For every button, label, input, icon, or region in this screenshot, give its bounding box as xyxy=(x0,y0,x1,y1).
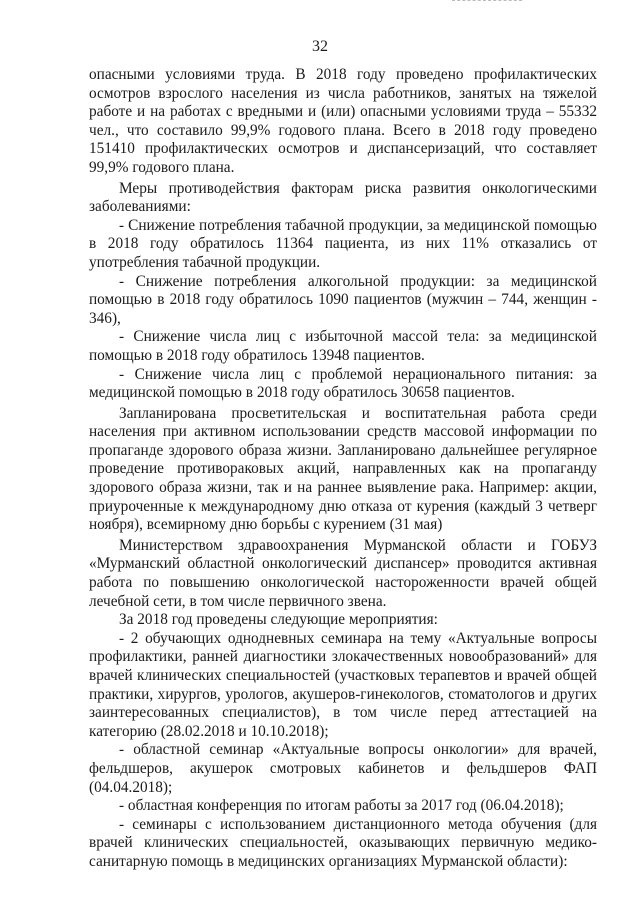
paragraph-regional-seminar: - областной семинар «Актуальные вопросы онкологии» для врачей, фельдшеров, акушерок смотровых кабинетов и фельдшеров ФАП (04.04.2018); xyxy=(89,741,597,796)
paragraph-overweight: - Снижение числа лиц с избыточной массой тела: за медицинской помощью в 2018 году обратилось 13948 пациентов. xyxy=(89,328,597,364)
paragraph-awareness-work: Запланирована просветительская и воспитательная работа среди населения при активном использовании средств массовой информации по пропаганде здорового образа жизни. Запланировано дальнейшее регулярное проведение противораковых акций, направленных как на пропаганду здорового образа жизни, так и на раннее выявление рака. Например: акции, приуроченные к международному дню отказа от курения (каждый 3 четверг ноября), всемирному дню борьбы с курением (31 мая) xyxy=(89,404,597,534)
scan-edge-mark xyxy=(452,0,522,3)
paragraph-risk-factors-intro: Меры противодействия факторам риска развития онкологическими заболеваниями: xyxy=(89,179,597,216)
paragraph-seminars: - 2 обучающих однодневных семинара на тему «Актуальные вопросы профилактики, ранней диагностики злокачественных новообразований» для врачей клинических специальностей (участковых терапевтов и врачей общей практики, хирургов, урологов, акушеров-гинекологов, стоматологов и других заинтересованных специалистов), в том числе перед аттестацией на категорию (28.02.2018 и 10.10.2018); xyxy=(89,629,597,740)
paragraph-alcohol: - Снижение потребления алкогольной продукции: за медицинской помощью в 2018 году обратилось 1090 пациентов (мужчин – 744, женщин - 346), xyxy=(89,272,597,327)
paragraph-checkups-continued: опасными условиями труда. В 2018 году проведено профилактических осмотров взрослого населения из числа работников, занятых на тяжелой работе и на работах с вредными и (или) опасными условиями труда – 55332 чел., что составило 99,9% годового плана. Всего в 2018 году проведено 151410 профилактических осмотров и диспансеризаций, что составляет 99,9% годового плана. xyxy=(89,66,597,176)
paragraph-tobacco: - Снижение потребления табачной продукции, за медицинской помощью в 2018 году обратилось 11364 пациента, из них 11% отказались от употребления табачной продукции. xyxy=(89,216,597,271)
page-number: 32 xyxy=(312,38,328,55)
paragraph-conference: - областная конференция по итогам работы за 2017 год (06.04.2018); xyxy=(119,797,564,815)
paragraph-nutrition: - Снижение числа лиц с проблемой нерационального питания: за медицинской помощью в 2018 году обратилось 30658 пациентов. xyxy=(89,365,597,402)
paragraph-distance-seminars: - семинары с использованием дистанционного метода обучения (для врачей клинических специальностей, оказывающих первичную медико-санитарную помощь в медицинских организациях Мурманской области): xyxy=(89,815,597,870)
paragraph-ministry-work: Министерством здравоохранения Мурманской области и ГОБУЗ «Мурманский областной онкологический диспансер» проводится активная работа по повышению онкологической настороженности врачей общей лечебной сети, в том числе первичного звена. xyxy=(89,536,597,610)
paragraph-events-intro: За 2018 год проведены следующие мероприятия: xyxy=(119,611,438,629)
document-body xyxy=(89,66,597,872)
